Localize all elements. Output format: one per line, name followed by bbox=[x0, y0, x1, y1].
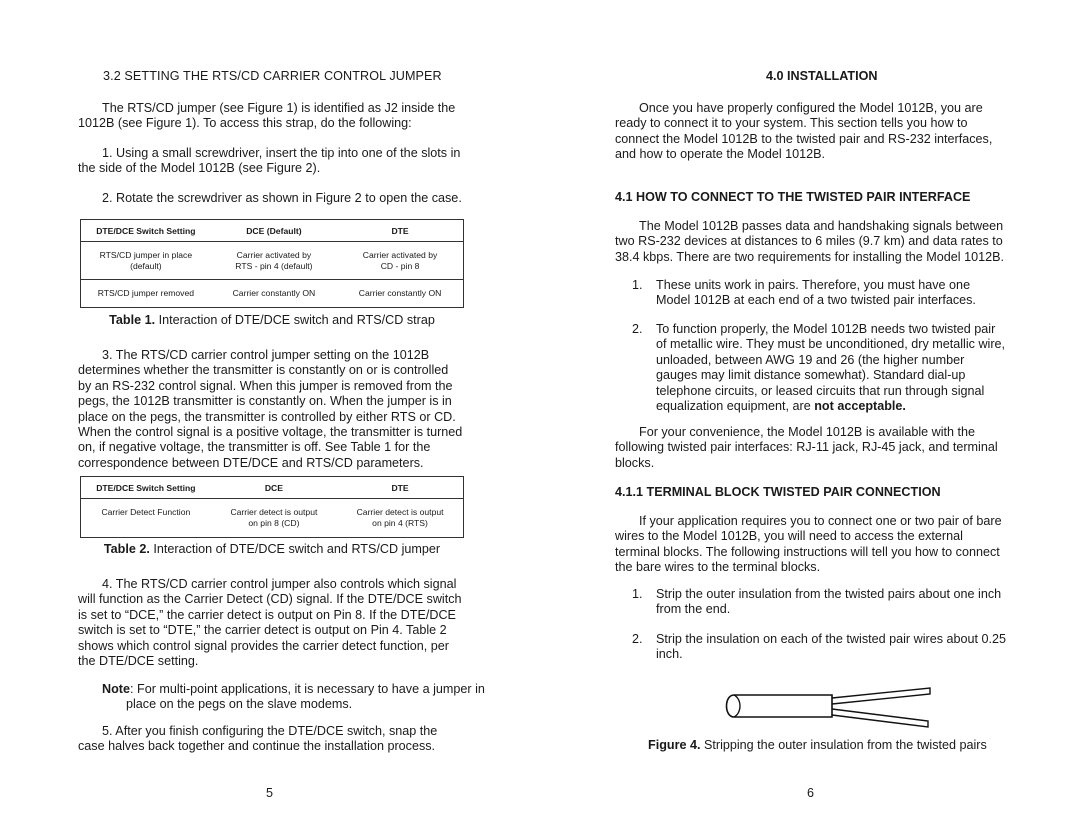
intro-paragraph: The RTS/CD jumper (see Figure 1) is identified as J2 inside the 1012B (see Figure 1). To access this strap, do the following: bbox=[78, 101, 456, 131]
section-heading-4-1-1: 4.1.1 TERMINAL BLOCK TWISTED PAIR CONNECTION bbox=[615, 485, 941, 499]
table-row bbox=[81, 280, 464, 308]
table-2-header: DCE bbox=[211, 477, 337, 499]
page-number-left: 5 bbox=[266, 786, 274, 800]
table-1 bbox=[80, 219, 464, 308]
table-1-header: DTE bbox=[337, 220, 463, 242]
table-1-header: DCE (Default) bbox=[211, 220, 337, 242]
list-number: 2. bbox=[632, 322, 643, 336]
table-1-caption-label: Table 1. bbox=[109, 313, 156, 327]
table-cell: Carrier activated by CD - pin 8 bbox=[362, 250, 438, 271]
figure-4-label: Figure 4. bbox=[648, 738, 701, 752]
step-4-paragraph: 4. The RTS/CD carrier control jumper also controls which signal will function as the Carrier Detect (CD) signal. If the DTE/DCE switch is set to “DCE,” the carrier detect is output on Pin 8. If the DTE/DCE switch is set to “DTE,” the carrier detect is output on Pin 4. Table 2 shows which control signal provides the carrier detect function, per the DTE/DCE setting. bbox=[78, 577, 462, 669]
list-text: Strip the outer insulation from the twisted pairs about one inch from the end. bbox=[656, 587, 1002, 617]
note-paragraph bbox=[102, 682, 488, 713]
table-cell: Carrier detect is output on pin 4 (RTS) bbox=[356, 507, 444, 528]
table-2-caption-text: Interaction of DTE/DCE switch and RTS/CD jumper bbox=[149, 542, 441, 556]
section-heading-4-0: 4.0 INSTALLATION bbox=[766, 69, 878, 83]
table-1-caption bbox=[80, 313, 464, 327]
stripped-wire-illustration bbox=[720, 680, 935, 732]
list-number: 2. bbox=[632, 632, 643, 646]
table-1-caption-text: Interaction of DTE/DCE switch and RTS/CD strap bbox=[155, 313, 435, 327]
table-1-header: DTE/DCE Switch Setting bbox=[81, 220, 211, 242]
section-heading-3-2: 3.2 SETTING THE RTS/CD CARRIER CONTROL JUMPER bbox=[103, 69, 442, 83]
table-cell: RTS/CD jumper in place (default) bbox=[99, 250, 193, 271]
strip-step-2 bbox=[632, 632, 1007, 663]
strip-step-1 bbox=[632, 587, 1007, 618]
table-cell: Carrier activated by RTS - pin 4 (default) bbox=[235, 250, 313, 271]
table-cell: Carrier detect is output on pin 8 (CD) bbox=[230, 507, 318, 528]
table-2-caption-label: Table 2. bbox=[103, 542, 150, 556]
twisted-pair-paragraph: The Model 1012B passes data and handshaking signals between two RS-232 devices at distances to 6 miles (9.7 km) and data rates to 38.4 kbps. There are two requirements for installing the Model 1012B. bbox=[615, 219, 1004, 264]
terminal-block-paragraph: If your application requires you to connect one or two pair of bare wires to the Model 1012B, you will need to access the external terminal blocks. The following instructions will tell you how to connect the bare wires to the terminal blocks. bbox=[615, 514, 1002, 575]
installation-intro: Once you have properly configured the Model 1012B, you are ready to connect it to your system. This section tells you how to connect the Model 1012B to the twisted pair and RS-232 interfaces, and how to operate the Model 1012B. bbox=[615, 101, 993, 162]
list-text bbox=[656, 322, 1007, 414]
figure-4-caption bbox=[648, 738, 1008, 752]
requirement-1 bbox=[632, 278, 1007, 309]
list-number: 1. bbox=[632, 587, 643, 601]
table-cell: Carrier constantly ON bbox=[211, 280, 337, 308]
table-2-header: DTE bbox=[337, 477, 463, 499]
table-2-caption bbox=[80, 542, 464, 556]
step-3-paragraph: 3. The RTS/CD carrier control jumper setting on the 1012B determines whether the transmitter is constantly on or is controlled by an RS-232 control signal. When this jumper is removed from the pegs, the 1012B transmitter is constantly on. When the jumper is in place on the pegs, the transmitter is controlled by either RTS or CD. When the control signal is a positive voltage, the transmitter is turned on, if negative voltage, the transmitter is off. See Table 1 for the correspondence between DTE/DCE and RTS/CD parameters. bbox=[78, 348, 463, 470]
section-heading-4-1: 4.1 HOW TO CONNECT TO THE TWISTED PAIR INTERFACE bbox=[615, 190, 971, 204]
step-5-paragraph: 5. After you finish configuring the DTE/DCE switch, snap the case halves back together and continue the installation process. bbox=[78, 724, 438, 754]
step-1-paragraph: 1. Using a small screwdriver, insert the tip into one of the slots in the side of the Model 1012B (see Figure 2). bbox=[78, 146, 461, 176]
list-text: These units work in pairs. Therefore, you must have one Model 1012B at each end of a two twisted pair interfaces. bbox=[656, 278, 976, 308]
table-cell: Carrier Detect Function bbox=[101, 507, 191, 517]
table-2-header: DTE/DCE Switch Setting bbox=[81, 477, 211, 499]
step-2-paragraph: 2. Rotate the screwdriver as shown in Figure 2 to open the case. bbox=[102, 191, 462, 205]
interfaces-paragraph: For your convenience, the Model 1012B is available with the following twisted pair interfaces: RJ-11 jack, RJ-45 jack, and terminal blocks. bbox=[615, 425, 998, 470]
requirement-2-text: To function properly, the Model 1012B needs two twisted pair of metallic wire. They must be unconditioned, dry metallic wire, unloaded, between AWG 19 and 26 (the higher number gauges may limit distance somewhat). Standard dial-up telephone circuits, or leased circuits that run through signal equalization equipment, are bbox=[656, 322, 1006, 414]
table-row bbox=[81, 499, 464, 538]
list-number: 1. bbox=[632, 278, 643, 292]
requirement-2 bbox=[632, 322, 1007, 414]
table-2 bbox=[80, 476, 464, 538]
table-cell: Carrier constantly ON bbox=[337, 280, 463, 308]
figure-4-text: Stripping the outer insulation from the twisted pairs bbox=[700, 738, 987, 752]
list-text: Strip the insulation on each of the twisted pair wires about 0.25 inch. bbox=[656, 632, 1007, 662]
note-label: Note bbox=[102, 682, 130, 696]
table-row bbox=[81, 242, 464, 280]
requirement-2-emphasis: not acceptable. bbox=[814, 399, 906, 414]
page-number-right: 6 bbox=[807, 786, 815, 800]
note-text: : For multi-point applications, it is necessary to have a jumper in place on the pegs on the slave modems. bbox=[126, 682, 485, 712]
table-cell: RTS/CD jumper removed bbox=[81, 280, 211, 308]
